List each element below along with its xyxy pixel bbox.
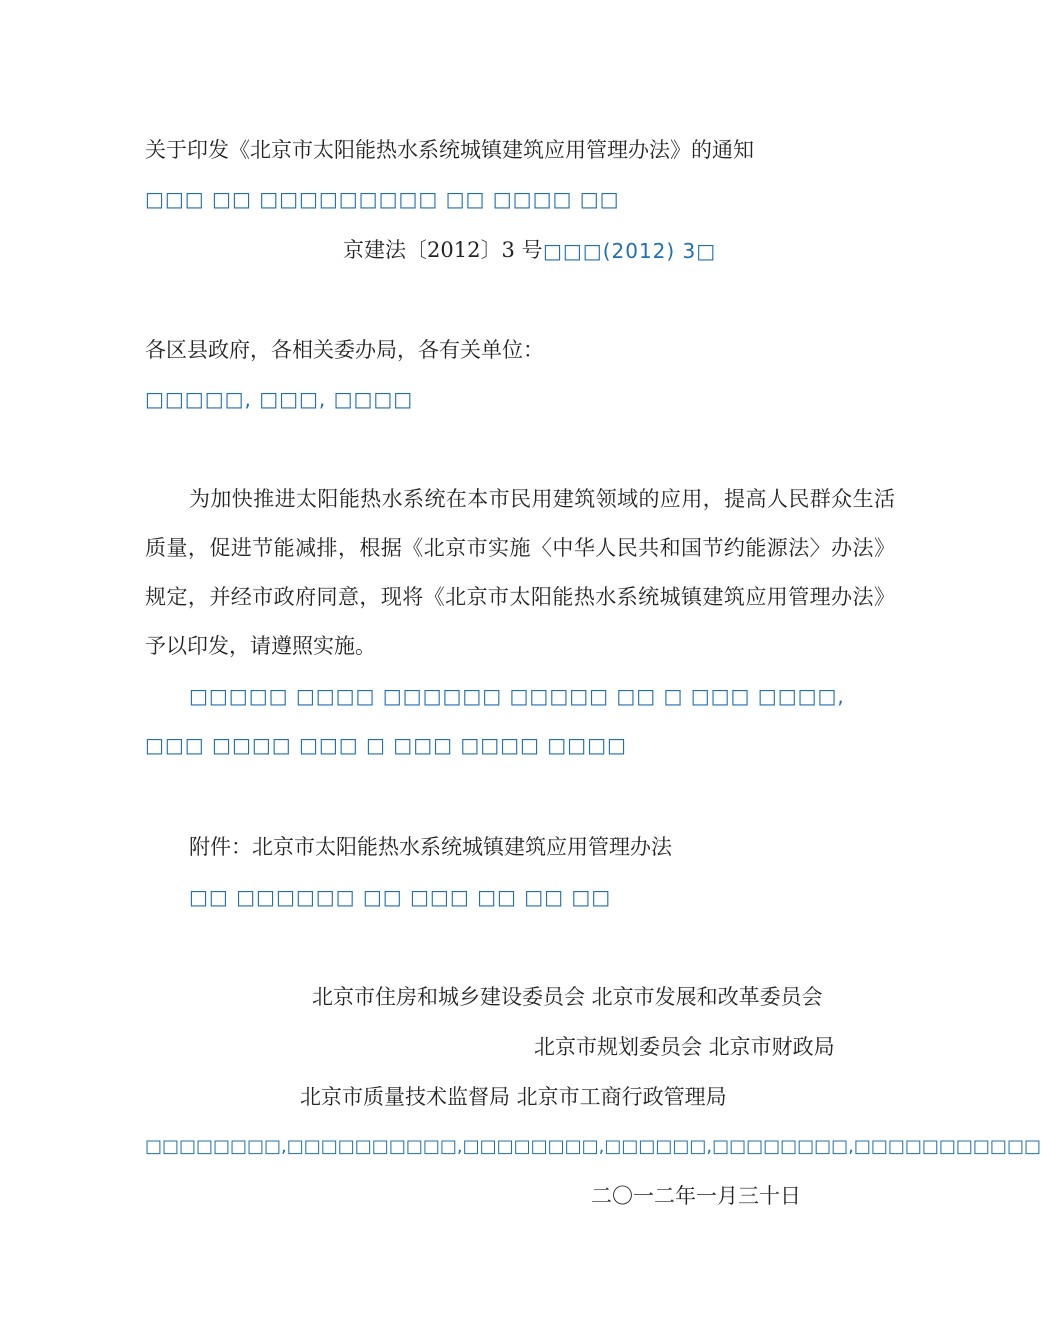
- document-title-translation: □□□ □□ □□□□□□□□□ □□ □□□□ □□: [145, 187, 620, 211]
- issuer-line-3: 北京市质量技术监督局 北京市工商行政管理局: [300, 1085, 727, 1109]
- body-paragraph-translation: □□□□□ □□□□ □□□□□□ □□□□□ □□ □ □□□ □□□□, □□□ □□□□ □□□ □ □□□ □□□□ □□□□: [145, 684, 845, 757]
- document-number-translation: □□□(2012) 3□: [543, 239, 717, 263]
- issuer-line-2: 北京市规划委员会 北京市财政局: [534, 1035, 835, 1059]
- attachment-translation: □□ □□□□□□ □□ □□□ □□ □□ □□: [189, 885, 612, 909]
- addressees-translation: □□□□□, □□□, □□□□: [145, 387, 414, 411]
- addressees: 各区县政府，各相关委办局，各有关单位：: [145, 338, 544, 362]
- issuer-line-1: 北京市住房和城乡建设委员会 北京市发展和改革委员会: [312, 985, 823, 1009]
- document-date: 二〇一二年一月三十日: [591, 1184, 801, 1208]
- document-title: 关于印发《北京市太阳能热水系统城镇建筑应用管理办法》的通知: [145, 138, 754, 162]
- body-paragraph: 为加快推进太阳能热水系统在本市民用建筑领域的应用，提高人民群众生活质量，促进节能减排，根据《北京市实施〈中华人民共和国节约能源法〉办法》规定，并经市政府同意，现将《北京市太阳能热水系统城镇建筑应用管理办法》予以印发，请遵照实施。: [145, 487, 895, 658]
- document-number: 京建法〔2012〕3 号: [343, 238, 543, 262]
- attachment-line: 附件：北京市太阳能热水系统城镇建筑应用管理办法: [189, 835, 672, 859]
- issuers-translation: □□□□□□□□,□□□□□□□□□□,□□□□□□□□,□□□□□□,□□□□□□□□,□□□□□□□□□□□: [145, 1136, 1041, 1157]
